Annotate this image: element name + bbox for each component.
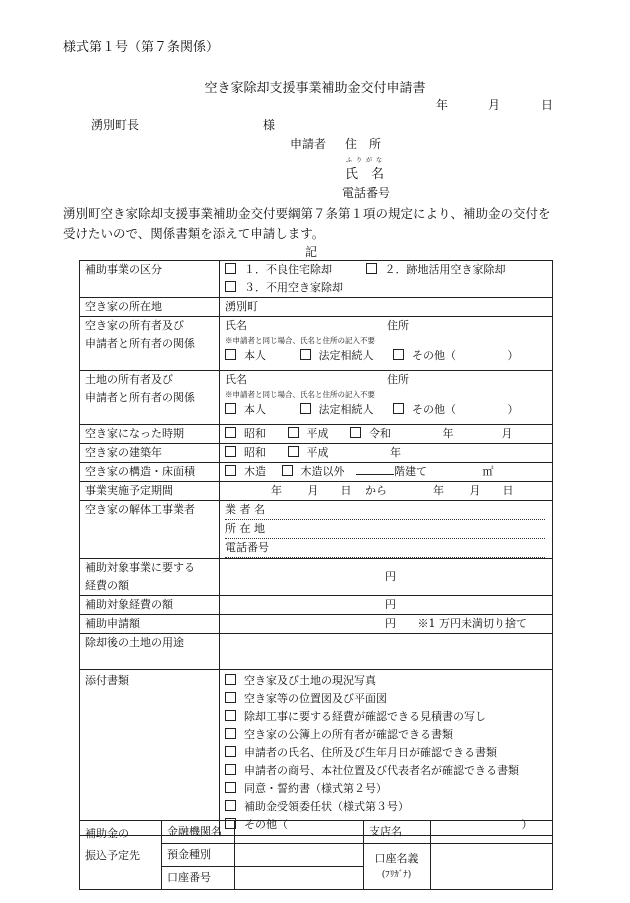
bank-name-field[interactable] — [235, 821, 364, 844]
list-item: その他（ ） — [225, 816, 552, 834]
attachments-cell[interactable] — [220, 670, 553, 836]
target-cost-label: 補助対象経費の額 — [85, 598, 173, 611]
number-label: 口座番号 — [162, 867, 235, 890]
owner-cell[interactable]: 氏名 住所 ※申請者と同じ場合、氏名と住所の記入不要 本人 法定相続人 その他（ ） — [220, 317, 553, 371]
note: ※申請者と同じ場合、氏名と住所の記入不要 — [225, 336, 375, 345]
holder-label: 口座名義 — [374, 851, 419, 865]
vacant-period-cell[interactable]: 昭和 平成 令和 年 月 — [220, 425, 553, 444]
list-item: 同意・誓約書（様式第２号） — [225, 780, 552, 798]
bank-table: 補助金の 振込予定先 金融機関名 支店名 預金種別 口座名義 (ﾌﾘｶﾞﾅ) 口座番号 — [79, 820, 553, 890]
date-month: 月 — [488, 98, 501, 112]
kubun-label: 補助事業の区分 — [80, 261, 220, 298]
list-item: 除却工事に要する経費が確認できる見積書の写し — [225, 708, 552, 726]
name-label: 氏 名 — [345, 167, 385, 182]
contractor-cell[interactable]: 業 者 名 所 在 地 電話番号 — [220, 501, 553, 559]
vacant-period-label: 空き家になった時期 — [85, 427, 184, 440]
land-owner-cell[interactable]: 氏名 住所 ※申請者と同じ場合、氏名と住所の記入不要 本人 法定相続人 その他（ ） — [220, 371, 553, 425]
type-label: 預金種別 — [162, 844, 235, 867]
date-day: 日 — [541, 98, 554, 112]
body-paragraph: 湧別町空き家除却支援事業補助金交付要綱第７条第１項の規定により、補助金の交付を受けたいので、関係書類を添えて申請します。 — [63, 206, 551, 241]
list-item: 申請者の商号、本社位置及び代表者名が確認できる書類 — [225, 762, 552, 780]
kubun-cell[interactable]: １．不良住宅除却 ２．跡地活用空き家除却 ３．不用空き家除却 — [220, 261, 553, 298]
contractor-label: 空き家の解体工事業者 — [85, 503, 195, 516]
checkbox[interactable] — [225, 281, 236, 292]
form-number: 様式第１号（第７条関係） — [63, 40, 220, 55]
application-table: 補助事業の区分 １．不良住宅除却 ２．跡地活用空き家除却 ３．不用空き家除却 空き家の所在地 湧別町 空き家の所有者及び 申請者と所有者の関係 氏名 住所 ※申請者と同じ場合、氏名と住所の記入不要 本人 法定相続人 その他（ ） 土地の所有者及び 申請者と所有者の関係 氏名 住所 ※申請者と同じ場合、氏名と住所の記入不要 本人 法定相続人 その他（ ） 空き家になった時期 昭和 平成 令和 年 月 空き家の建築年 昭和 平成 年 空き家の構造・床面積 木造 木造以外 階建て ㎡ 事業実施予定期間 年 月 日 から 年 月 日 空き家の解体工事業者 業 者 名 所 在 地 電話番号 補助対象事業に要する 経費の額 円 補助対象経費の額 円 補助申請額 円 ※1 万円未満切り捨て 除却後の土地の用途 添付書類 空き家及び土地の現況写真 空き家等の位置図及び平面図 除却工事に要する経費が確認できる見積書の写し 空き家の公簿上の所有者が確認できる書類 申請者の氏名、住所及び生年月日が確認できる書類 申請者の商号、本社位置及び代表者名が確認できる書類 同意・誓約書（様式第２号） 補助金受領委任状（様式第３号） その他（ ） — [79, 260, 553, 836]
honorific: 様 — [263, 118, 276, 132]
branch-label: 支店名 — [364, 821, 431, 844]
request-note: ※1 万円未満切り捨て — [417, 617, 527, 630]
list-item: 申請者の氏名、住所及び生年月日が確認できる書類 — [225, 744, 552, 762]
cost-label: 補助対象事業に要する — [85, 561, 195, 574]
holder-field[interactable] — [431, 844, 553, 890]
checkbox[interactable] — [366, 263, 377, 274]
location-value[interactable]: 湧別町 — [225, 300, 258, 313]
owner-label: 空き家の所有者及び — [85, 319, 184, 332]
bank-label: 補助金の — [85, 827, 129, 840]
addressee: 湧別町長 — [91, 118, 140, 132]
applicant-label: 申請者 — [290, 137, 327, 151]
phone-label: 電話番号 — [342, 186, 391, 200]
list-item: 空き家及び土地の現況写真 — [225, 672, 552, 690]
land-use-cell[interactable] — [220, 634, 553, 670]
type-field[interactable] — [235, 844, 364, 867]
document-title: 空き家除却支援事業補助金交付申請書 — [204, 81, 426, 96]
location-label: 空き家の所在地 — [85, 300, 162, 313]
request-label: 補助申請額 — [85, 617, 140, 630]
attachments-label: 添付書類 — [85, 674, 129, 687]
ki-heading: 記 — [305, 245, 318, 259]
period-cell[interactable]: 年 月 日 から 年 月 日 — [220, 482, 553, 501]
list-item: 空き家の公簿上の所有者が確認できる書類 — [225, 726, 552, 744]
period-label: 事業実施予定期間 — [85, 484, 173, 497]
built-year-cell[interactable]: 昭和 平成 年 — [220, 444, 553, 463]
structure-label: 空き家の構造・床面積 — [85, 465, 195, 478]
list-item: 空き家等の位置図及び平面図 — [225, 690, 552, 708]
built-year-label: 空き家の建築年 — [85, 446, 162, 459]
bank-name-label: 金融機関名 — [162, 821, 235, 844]
target-cost-cell[interactable]: 円 — [220, 596, 553, 615]
cost-cell[interactable]: 円 — [220, 559, 553, 596]
land-owner-label: 土地の所有者及び — [85, 373, 173, 386]
branch-field[interactable] — [431, 821, 553, 844]
furigana-label: ふりがな — [346, 157, 387, 164]
number-field[interactable] — [235, 867, 364, 890]
address-label: 住 所 — [345, 137, 382, 151]
date-year: 年 — [436, 98, 449, 112]
structure-cell[interactable]: 木造 木造以外 階建て ㎡ — [220, 463, 553, 482]
checkbox[interactable] — [225, 263, 236, 274]
request-cell[interactable]: 円 ※1 万円未満切り捨て — [220, 615, 553, 634]
list-item: 補助金受領委任状（様式第３号） — [225, 798, 552, 816]
land-use-label: 除却後の土地の用途 — [85, 636, 184, 649]
